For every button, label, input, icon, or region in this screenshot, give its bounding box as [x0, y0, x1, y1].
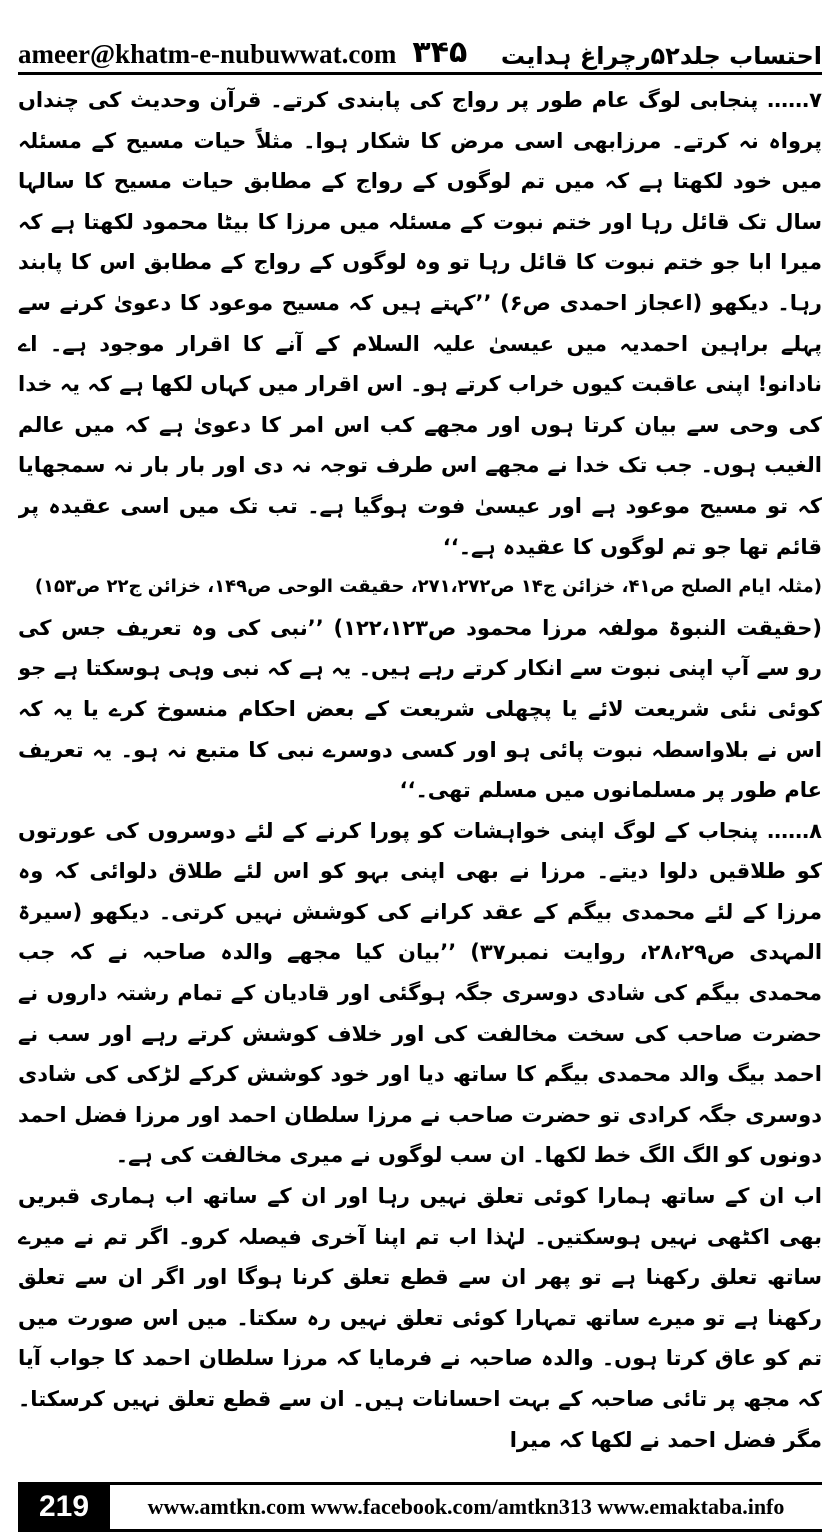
footer-rule-top — [110, 1482, 822, 1485]
footer-links-bar — [110, 1482, 822, 1532]
page-footer — [18, 1482, 822, 1532]
footer-websites: www.amtkn.com www.facebook.com/amtkn313 www.emaktaba.info — [147, 1494, 785, 1519]
page-header — [18, 10, 822, 68]
footer-page-number: 219 — [18, 1482, 110, 1532]
reference-line: (مثلہ ایام الصلح ص۴۱، خزائن ج۱۴ ص۲۷۱،۲۷۲، حقیقت الوحی ص۱۴۹، خزائن ج۲۲ ص۱۵۳) — [34, 576, 822, 598]
header-rule — [18, 72, 822, 75]
paragraph-quote: (حقیقت النبوۃ مولفہ مرزا محمود ص۱۲۲،۱۲۳) ’’نبی کی وہ تعریف جس کی رو سے آپ اپنی نبوت سے انکار کرتے رہے ہیں۔ یہ ہے کہ نبی وہی ہوسکتا ہے جو کوئی نئی شریعت لائے یا پچھلی شریعت کے بعض احکام منسوخ کرے یا یہ کہ اس نے بلاواسطہ نبوت پائی ہو اور کسی دوسرے نبی کا متبع نہ ہو۔ یہ تعریف عام طور پر مسلمانوں میں مسلم تھی۔‘‘ — [18, 615, 822, 803]
page-body — [18, 80, 822, 1468]
header-left — [18, 35, 468, 70]
header-book-title: احتساب جلد۵۲رچراغ ہدایت — [500, 42, 822, 70]
header-email: ameer@khatm-e-nubuwwat.com — [18, 39, 397, 69]
footer-rule-bottom — [110, 1529, 822, 1532]
paragraph-continued: اب ان کے ساتھ ہمارا کوئی تعلق نہیں رہا اور ان کے ساتھ اب ہماری قبریں بھی اکٹھی نہیں ہوسکتیں۔ لہٰذا اب تم اپنا آخری فیصلہ کرو۔ اگر تم نے میرے ساتھ تعلق رکھنا ہے تو پھر ان سے قطع تعلق کرنا ہوگا اور اگر ان سے تعلق رکھنا ہے تو میرے ساتھ تمہارا کوئی تعلق نہیں رہ سکتا۔ میں اس صورت میں تم کو عاق کرتا ہوں۔ والدہ صاحبہ نے فرمایا کہ مرزا سلطان احمد کا جواب آیا کہ مجھ پر تائی صاحبہ کے بہت احسانات ہیں۔ ان سے قطع تعلق نہیں کرسکتا۔ مگر فضل احمد نے لکھا کہ میرا — [18, 1184, 822, 1452]
paragraph-7: ۷…… پنجابی لوگ عام طور پر رواج کی پابندی کرتے۔ قرآن وحدیث کی چنداں پرواہ نہ کرتے۔ مرزابھی اسی مرض کا شکار ہوا۔ مثلاً حیات مسیح کے مسئلہ میں خود لکھتا ہے کہ میں تم لوگوں کے رواج کے مطابق حیات مسیح کا سالہا سال تک قائل رہا اور ختم نبوت کے مسئلہ میں مرزا کا بیٹا محمود لکھتا ہے کہ میرا ابا جو ختم نبوت کا قائل رہا تو وہ لوگوں کے رواج کے مطابق اس کا پابند رہا۔ دیکھو (اعجاز احمدی ص۶) ’’کہتے ہیں کہ مسیح موعود کا دعویٰ کرنے سے پہلے براہین احمدیہ میں عیسیٰ علیہ السلام کے آنے کا اقرار موجود ہے۔ اے نادانو! اپنی عاقبت کیوں خراب کرتے ہو۔ اس اقرار میں کہاں لکھا ہے کہ یہ خدا کی وحی سے بیان کرتا ہوں اور مجھے کب اس امر کا دعویٰ ہے کہ میں عالم الغیب ہوں۔ جب تک خدا نے مجھے اس طرف توجہ نہ دی اور بار بار نہ سمجھایا کہ تو مسیح موعود ہے اور عیسیٰ فوت ہوگیا ہے۔ تب تک میں اسی عقیدہ پر قائم تھا جو تم لوگوں کا عقیدہ ہے۔‘‘ — [18, 88, 822, 559]
header-page-number: ۳۴۵ — [412, 35, 468, 70]
paragraph-8: ۸…… پنجاب کے لوگ اپنی خواہشات کو پورا کرنے کے لئے دوسروں کی عورتوں کو طلاقیں دلوا دیتے۔ مرزا نے بھی اپنی بہو کو اس لئے طلاق دلوائی کہ وہ مرزا کے لئے محمدی بیگم کے عقد کرانے کی کوشش نہیں کرتی۔ دیکھو (سیرۃ المہدی ص۲۸،۲۹، روایت نمبر۳۷) ’’بیان کیا مجھے والدہ صاحبہ نے کہ جب محمدی بیگم کی شادی دوسری جگہ ہوگئی اور قادیان کے تمام رشتہ داروں نے حضرت صاحب کی سخت مخالفت کی اور خلاف کوشش کرتے رہے اور سب نے احمد بیگ والد محمدی بیگم کا ساتھ دیا اور خود کوشش کرکے لڑکی کی شادی دوسری جگہ کرادی تو حضرت صاحب نے مرزا سلطان احمد اور مرزا فضل احمد دونوں کو الگ الگ خط لکھا۔ ان سب لوگوں نے میری مخالفت کی ہے۔ — [18, 818, 822, 1168]
